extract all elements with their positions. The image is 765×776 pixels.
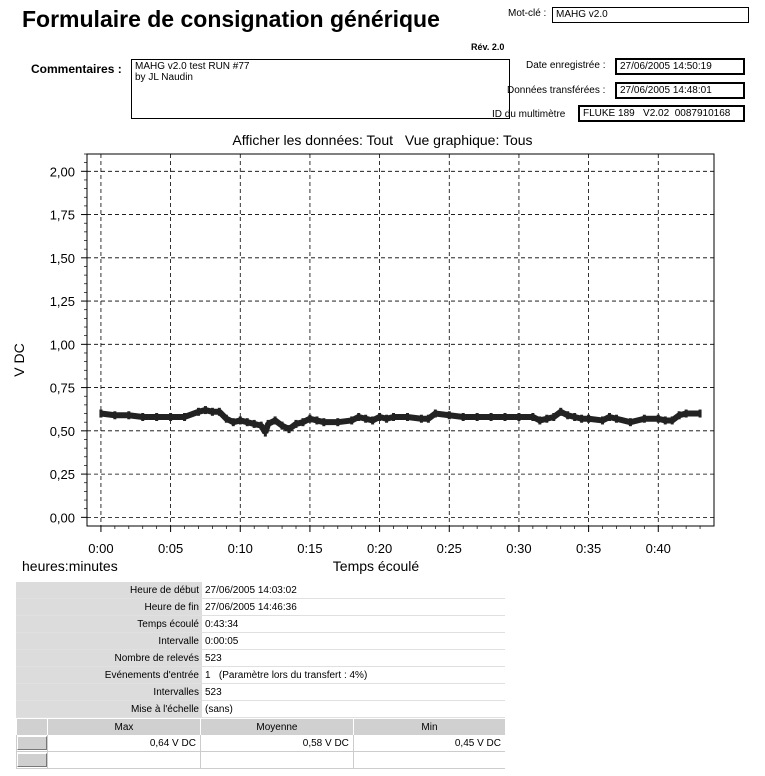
table-row-value: 0:43:34	[202, 616, 505, 633]
table-row-value: 1 (Paramètre lors du transfert : 4%)	[202, 667, 505, 684]
row-selector-button[interactable]	[17, 736, 47, 750]
data-point	[232, 418, 235, 426]
x-tick-label: 0:10	[227, 541, 253, 556]
data-point	[315, 416, 318, 424]
meter-id-label: ID du multimètre	[492, 109, 566, 120]
data-point	[239, 416, 242, 424]
data-point	[218, 408, 221, 416]
date-transferred-field[interactable]: 27/06/2005 14:48:01	[615, 82, 745, 99]
data-point	[615, 415, 618, 423]
plot-area	[87, 154, 714, 526]
data-point	[573, 413, 576, 421]
data-point	[357, 413, 360, 421]
table-row-value: 523	[202, 650, 505, 667]
stats-corner	[17, 719, 48, 735]
data-point	[629, 418, 632, 426]
table-row-value: 27/06/2005 14:03:02	[202, 582, 505, 599]
data-point	[448, 411, 451, 419]
page-title: Formulaire de consignation générique	[22, 6, 440, 32]
data-point	[601, 416, 604, 424]
data-point	[264, 429, 267, 437]
comments-field[interactable]: MAHG v2.0 test RUN #77 by JL Naudin	[131, 59, 510, 119]
x-tick-label: 0:15	[297, 541, 323, 556]
x-tick-label: 0:35	[575, 541, 602, 556]
data-point	[664, 416, 667, 424]
data-point	[253, 420, 256, 428]
x-axis-label: Temps écoulé	[332, 558, 420, 574]
stats-empty-cell	[48, 752, 201, 769]
table-row	[16, 599, 505, 616]
data-point	[566, 411, 569, 419]
date-recorded-label: Date enregistrée :	[526, 60, 606, 71]
y-tick-label: 0,50	[49, 423, 75, 439]
data-point	[281, 422, 284, 430]
data-point	[504, 413, 507, 421]
y-tick-label: 1,25	[49, 294, 75, 310]
stats-table	[16, 719, 505, 769]
data-point	[169, 413, 172, 421]
y-tick-label: 2,00	[49, 164, 75, 180]
data-point	[204, 406, 207, 414]
table-row	[16, 650, 505, 667]
table-row	[16, 616, 505, 633]
stats-mean-value: 0,58 V DC	[200, 735, 353, 752]
chart-filter-line	[0, 132, 765, 148]
data-point	[406, 413, 409, 421]
data-point	[113, 411, 116, 419]
data-point	[127, 411, 130, 419]
data-point	[267, 420, 270, 428]
data-point	[427, 415, 430, 423]
data-point	[225, 415, 228, 423]
date-recorded-field[interactable]: 27/06/2005 14:50:19	[615, 58, 745, 75]
data-point	[559, 408, 562, 416]
revision-label: Rév. 2.0	[471, 42, 505, 52]
data-point	[274, 416, 277, 424]
y-tick-label: 1,00	[49, 337, 75, 353]
data-point	[685, 410, 688, 418]
data-point	[301, 418, 304, 426]
data-point	[183, 413, 186, 421]
table-row	[16, 582, 505, 599]
x-tick-label: 0:00	[88, 541, 114, 556]
comments-label: Commentaires :	[31, 62, 122, 76]
data-point	[211, 408, 214, 416]
table-row-label: Intervalles	[16, 684, 202, 701]
stats-empty-cell	[353, 752, 505, 769]
stats-header-min: Min	[353, 719, 505, 735]
table-row-value: 27/06/2005 14:46:36	[202, 599, 505, 616]
stats-min-value: 0,45 V DC	[353, 735, 505, 752]
y-axis-label: V DC	[11, 343, 27, 377]
data-point	[308, 415, 311, 423]
table-row	[16, 633, 505, 650]
data-point	[155, 413, 158, 421]
data-point	[657, 415, 660, 423]
data-point	[490, 413, 493, 421]
keyword-label: Mot-clé :	[508, 8, 547, 19]
data-point	[260, 422, 263, 430]
data-point	[671, 416, 674, 424]
view-filter-label[interactable]: Vue graphique: Tous	[404, 132, 533, 148]
data-point	[378, 413, 381, 421]
table-row-label: Nombre de relevés	[16, 650, 202, 667]
data-point	[350, 416, 353, 424]
table-row-label: Intervalle	[16, 633, 202, 650]
table-row-label: Mise à l'échelle	[16, 701, 202, 718]
data-point	[385, 415, 388, 423]
table-row	[16, 684, 505, 701]
stats-header-mean: Moyenne	[200, 719, 353, 735]
data-point	[336, 418, 339, 426]
meter-id-field[interactable]: FLUKE 189 V2.02 0087910168	[578, 105, 745, 122]
stats-max-value: 0,64 V DC	[48, 735, 201, 752]
data-filter-label[interactable]: Afficher les données: Tout	[232, 132, 394, 148]
data-point	[141, 413, 144, 421]
data-point	[552, 413, 555, 421]
stats-empty-cell	[200, 752, 353, 769]
data-point	[420, 415, 423, 423]
x-unit-label: heures:minutes	[22, 558, 118, 574]
data-point	[476, 413, 479, 421]
table-row-label: Evénements d'entrée	[16, 667, 202, 684]
table-row-label: Temps écoulé	[16, 616, 202, 633]
y-tick-label: 1,75	[49, 207, 75, 223]
x-tick-label: 0:40	[645, 541, 671, 556]
x-tick-label: 0:05	[157, 541, 184, 556]
y-tick-label: 0,00	[49, 510, 75, 526]
data-point	[288, 425, 291, 433]
data-point	[462, 413, 465, 421]
data-point	[531, 413, 534, 421]
x-tick-label: 0:20	[366, 541, 393, 556]
data-point	[246, 418, 249, 426]
table-row-label: Heure de début	[16, 582, 202, 599]
y-tick-label: 0,75	[49, 380, 75, 396]
data-point	[643, 415, 646, 423]
table-row	[16, 667, 505, 684]
data-point	[678, 411, 681, 419]
table-row-value: 0:00:05	[202, 633, 505, 650]
stats-header-max: Max	[48, 719, 201, 735]
data-point	[364, 415, 367, 423]
data-point	[322, 418, 325, 426]
x-tick-label: 0:30	[506, 541, 532, 556]
table-row-value: (sans)	[202, 701, 505, 718]
row-selector-button[interactable]	[17, 753, 47, 767]
table-row-value: 523	[202, 684, 505, 701]
table-row	[16, 701, 505, 718]
table-row-label: Heure de fin	[16, 599, 202, 616]
data-point	[580, 415, 583, 423]
summary-table	[16, 582, 505, 718]
data-point	[392, 413, 395, 421]
keyword-field[interactable]: MAHG v2.0	[552, 7, 749, 23]
y-tick-label: 0,25	[49, 467, 75, 483]
data-point	[99, 410, 102, 418]
data-point	[538, 416, 541, 424]
date-transferred-label: Données transférées :	[507, 85, 606, 96]
y-tick-label: 1,50	[49, 250, 75, 266]
data-point	[545, 415, 548, 423]
data-point	[517, 413, 520, 421]
voltage-chart	[0, 150, 765, 580]
data-point	[197, 408, 200, 416]
data-point	[587, 415, 590, 423]
data-point	[371, 416, 374, 424]
data-point	[699, 410, 702, 418]
data-point	[608, 413, 611, 421]
data-point	[434, 410, 437, 418]
data-point	[295, 420, 298, 428]
x-tick-label: 0:25	[436, 541, 462, 556]
